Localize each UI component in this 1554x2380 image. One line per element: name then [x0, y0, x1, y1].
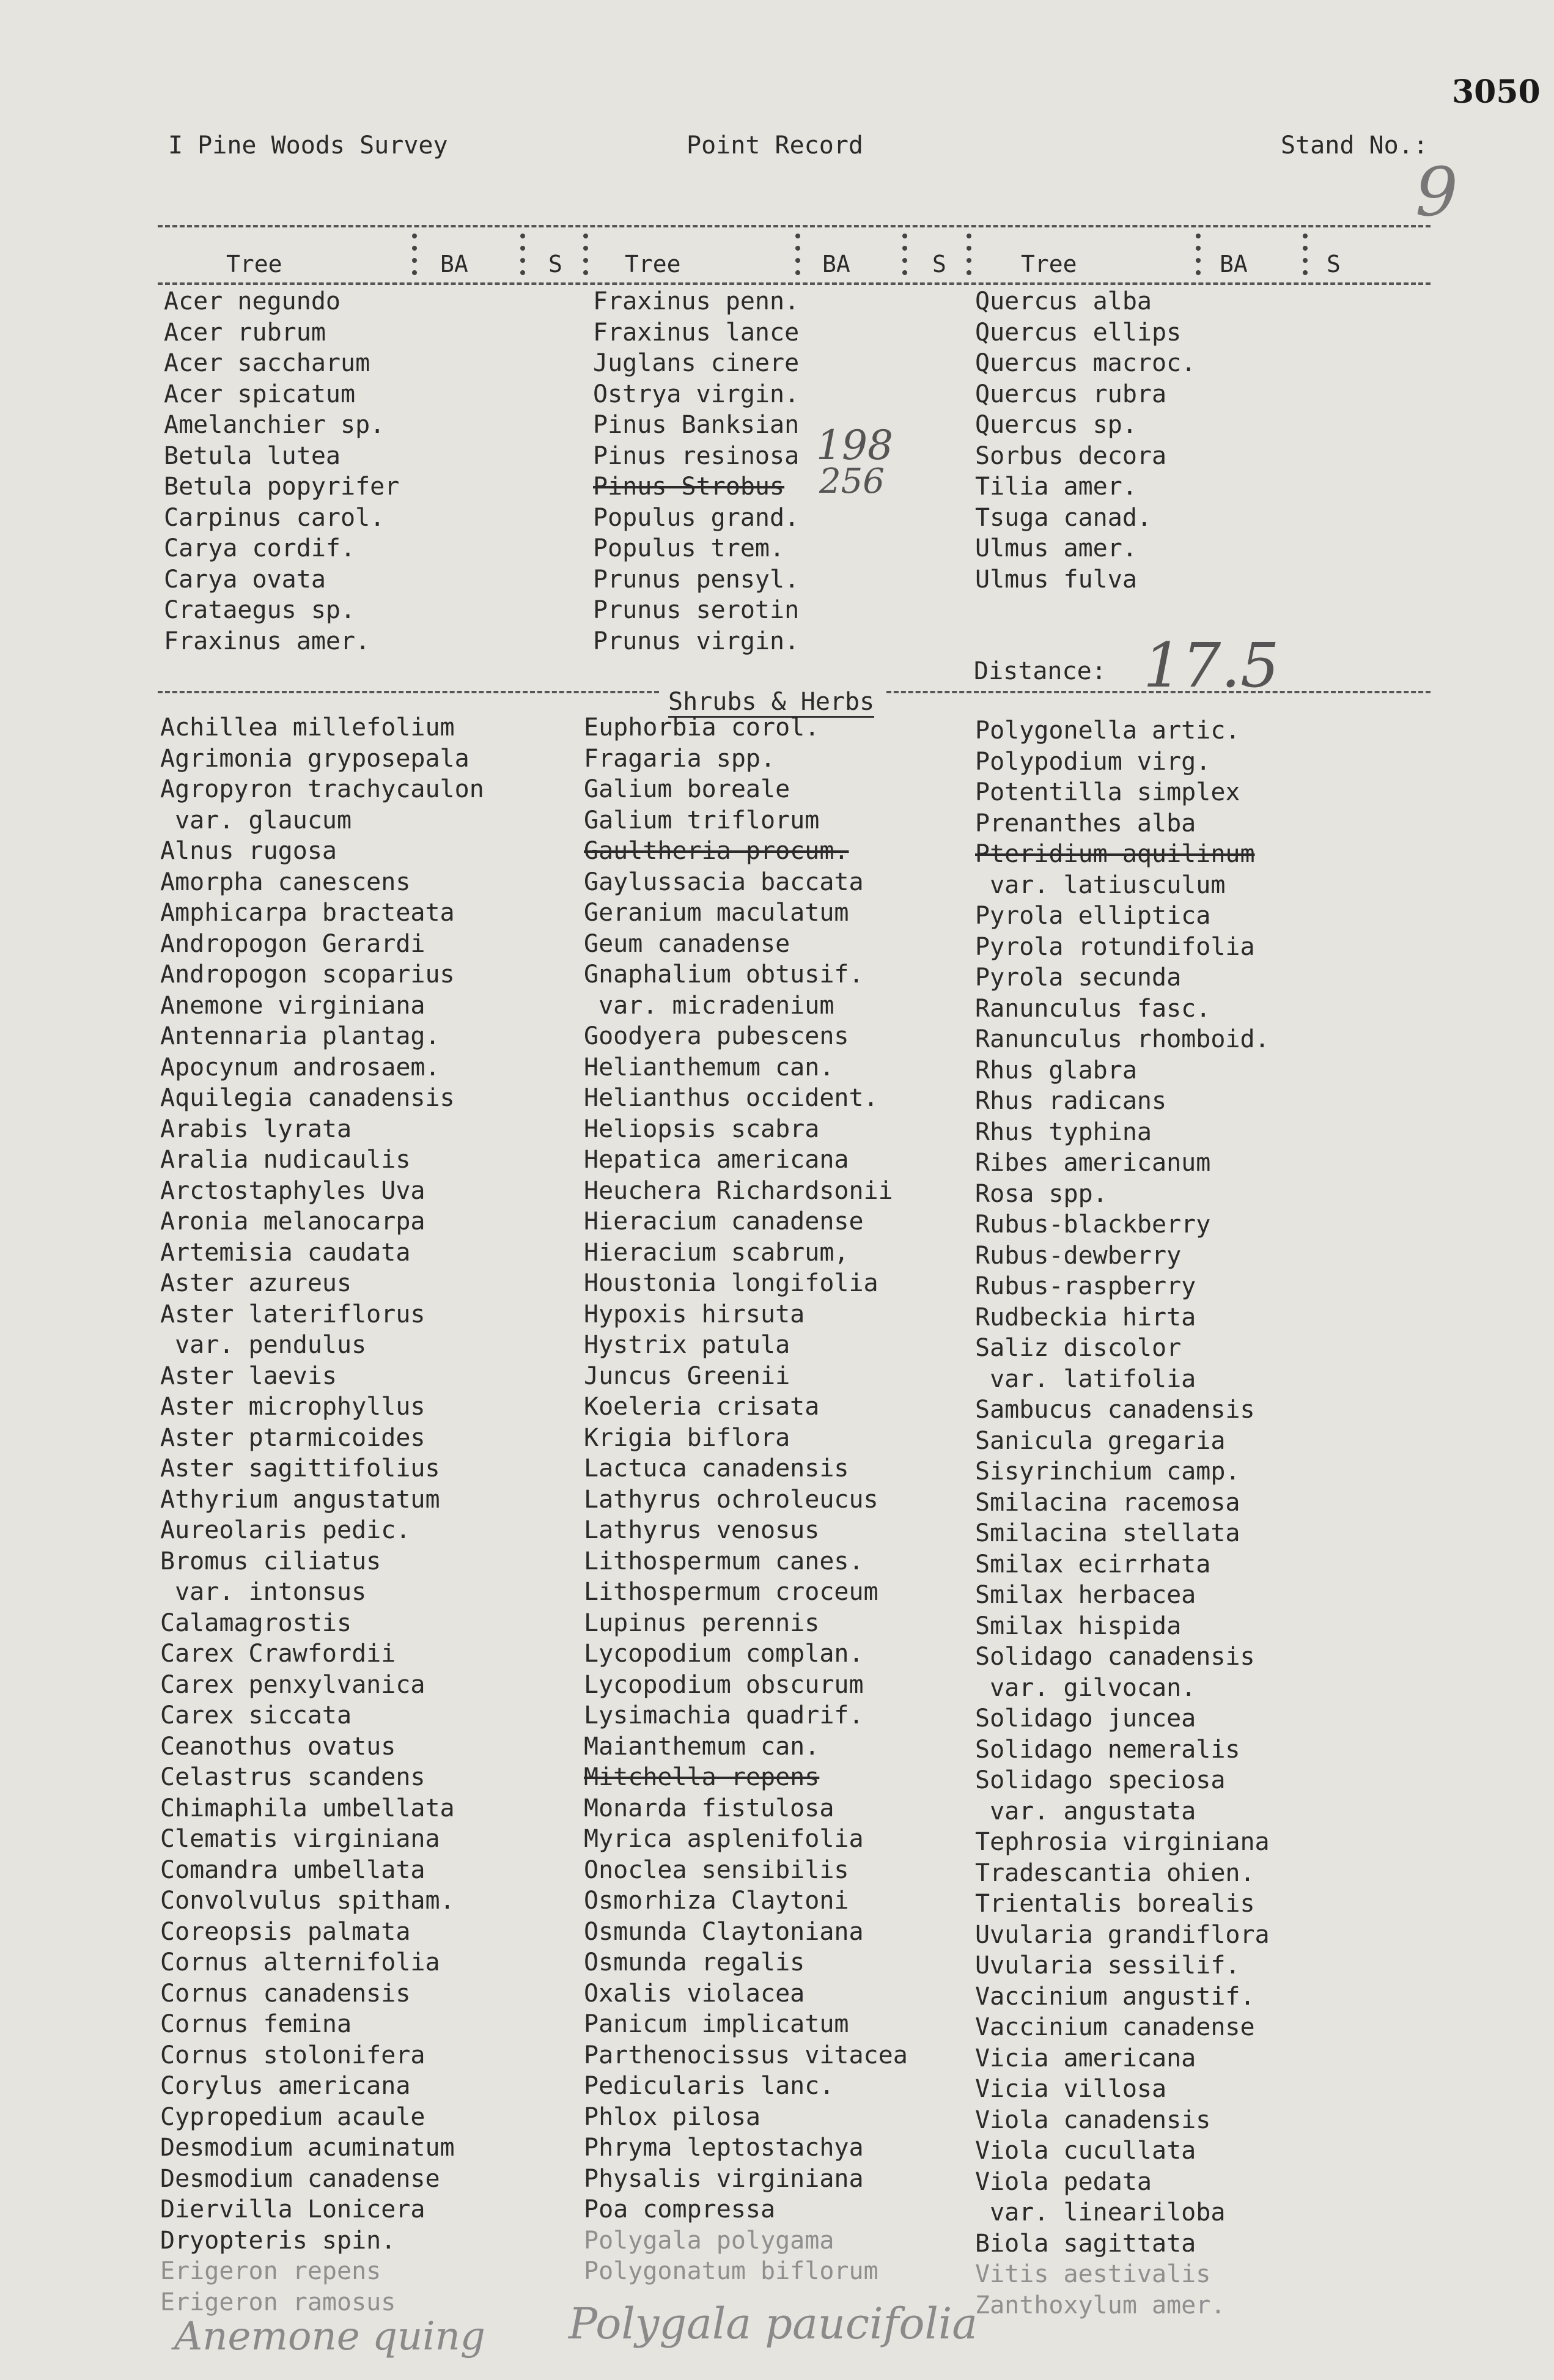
shrub-species: Carex penxylvanica [160, 1670, 425, 1699]
shrub-species: Monarda fistulosa [584, 1794, 834, 1822]
shrub-species: Saliz discolor [975, 1334, 1182, 1362]
column-separators [0, 226, 1554, 281]
shrub-species: Lysimachia quadrif. [584, 1701, 864, 1730]
tree-species: Populus grand. [593, 503, 800, 532]
section-divider-right [886, 691, 1431, 693]
shrub-species: Lathyrus venosus [584, 1516, 820, 1544]
shrub-species: Smilax herbacea [975, 1581, 1196, 1609]
tree-species: Pinus Banksian [593, 411, 800, 439]
shrub-species: Corylus americana [160, 2072, 411, 2100]
shrub-species: Phryma leptostachya [584, 2134, 864, 2162]
shrub-species: Rhus radicans [975, 1087, 1167, 1115]
shrub-species: Hypoxis hirsuta [584, 1300, 805, 1328]
handwritten-note-right: Polygala paucifolia [569, 2299, 978, 2349]
tree-species: Prunus serotin [593, 596, 800, 624]
tree-species: Fraxinus penn. [593, 287, 800, 315]
shrub-species: Aster ptarmicoides [160, 1423, 425, 1452]
shrub-species: Agrimonia gryposepala [160, 744, 470, 773]
shrub-species: Galium triflorum [584, 806, 820, 834]
shrub-species: var. latiusculum [975, 871, 1226, 899]
shrub-species: Cornus femina [160, 2010, 352, 2038]
tree-species: Quercus sp. [975, 411, 1137, 439]
shrub-species: Arabis lyrata [160, 1114, 352, 1143]
shrub-species: Krigia biflora [584, 1423, 790, 1452]
shrub-species: Galium boreale [584, 775, 790, 803]
tree-species: Carya ovata [164, 565, 326, 594]
shrub-species: Coreopsis palmata [160, 1917, 411, 1946]
shrub-species: Lithospermum canes. [584, 1547, 864, 1575]
shrub-species: Lupinus perennis [584, 1608, 820, 1637]
tree-species: Juglans cinere [593, 349, 800, 377]
shrub-species: Houstonia longifolia [584, 1269, 878, 1297]
tree-species: Quercus rubra [975, 380, 1167, 408]
header-underline [158, 282, 1431, 285]
tree-species: Pinus resinosa [593, 441, 800, 470]
shrub-species: Physalis virginiana [584, 2164, 864, 2193]
shrub-species: Diervilla Lonicera [160, 2195, 425, 2223]
tree-species: Tilia amer. [975, 473, 1137, 501]
tree-species: Carya cordif. [164, 534, 356, 562]
tree-species: Fraxinus amer. [164, 627, 370, 655]
shrub-species: Ranunculus fasc. [975, 994, 1211, 1023]
shrub-species: Uvularia sessilif. [975, 1951, 1240, 1980]
shrub-species: Prenanthes alba [975, 809, 1196, 838]
tree-species: Ulmus fulva [975, 565, 1137, 594]
tree-species: Fraxinus lance [593, 318, 800, 347]
shrub-species: Parthenocissus vitacea [584, 2041, 908, 2069]
shrub-species: Juncus Greenii [584, 1361, 790, 1390]
shrub-species: Pyrola secunda [975, 963, 1182, 992]
shrub-species: Pyrola elliptica [975, 902, 1211, 930]
shrub-species: Aster sagittifolius [160, 1454, 440, 1483]
shrub-species: Rhus typhina [975, 1118, 1152, 1146]
shrub-species: var. lineariloba [975, 2198, 1226, 2227]
tree-header-2: Tree [625, 251, 681, 278]
sheet-number: 3050 [1452, 73, 1541, 111]
shrub-species: Rudbeckia hirta [975, 1303, 1196, 1332]
shrubs-heading: Shrubs & Herbs [668, 688, 874, 718]
shrub-species: Solidago juncea [975, 1704, 1196, 1733]
shrub-species: Phlox pilosa [584, 2102, 760, 2131]
shrub-species: Aster laevis [160, 1361, 337, 1390]
shrub-column-2 [584, 712, 908, 2287]
shrub-species: Smilax hispida [975, 1612, 1182, 1640]
handwritten-note-left: Anemone quing [174, 2314, 485, 2359]
shrub-species: Gaylussacia baccata [584, 868, 864, 896]
shrub-species: Panicum implicatum [584, 2010, 849, 2038]
shrub-species: Heuchera Richardsonii [584, 1176, 893, 1205]
ba-header-2: BA [822, 251, 850, 278]
shrub-species: Maianthemum can. [584, 1732, 820, 1761]
distance-label: Distance: [974, 657, 1107, 685]
shrub-species: Koeleria crisata [584, 1393, 820, 1421]
tree-species: Quercus macroc. [975, 349, 1196, 377]
shrub-column-3 [975, 715, 1270, 2321]
shrub-species: Heliopsis scabra [584, 1114, 820, 1143]
shrub-species: Smilacina stellata [975, 1519, 1240, 1547]
tree-species: Prunus pensyl. [593, 565, 800, 594]
ba-strobus-handwritten: 256 [819, 462, 885, 501]
shrub-species: Mitchella repens [584, 1763, 820, 1791]
tree-column-1 [164, 286, 399, 657]
stand-label: Stand No.: [1281, 131, 1428, 160]
tree-species: Ulmus amer. [975, 534, 1137, 562]
stand-number: 9 [1415, 153, 1458, 231]
shrub-species: Biola sagittata [975, 2229, 1196, 2258]
shrub-species: Anemone virginiana [160, 991, 425, 1020]
shrub-species: Hystrix patula [584, 1331, 790, 1359]
tree-species: Prunus virgin. [593, 627, 800, 655]
ba-header-1: BA [440, 251, 468, 278]
shrub-species: Erigeron ramosus [160, 2288, 396, 2316]
shrub-species: Hieracium scabrum, [584, 1238, 849, 1267]
shrub-species: Calamagrostis [160, 1608, 352, 1637]
shrub-species: Osmunda regalis [584, 1948, 805, 1977]
shrub-species: Ranunculus rhomboid. [975, 1025, 1270, 1053]
shrub-species: Tradescantia ohien. [975, 1859, 1255, 1887]
shrub-species: Aureolaris pedic. [160, 1516, 411, 1544]
shrub-species: Viola canadensis [975, 2106, 1211, 2134]
shrub-species: Rosa spp. [975, 1179, 1108, 1208]
tree-species: Betula popyrifer [164, 473, 400, 501]
shrub-species: Alnus rugosa [160, 837, 337, 865]
shrub-species: Cypropedium acaule [160, 2102, 425, 2131]
shrub-species: var. gilvocan. [975, 1673, 1196, 1702]
shrub-species: Ceanothus ovatus [160, 1732, 396, 1761]
shrub-species: Cornus stolonifera [160, 2041, 425, 2069]
tree-species: Acer saccharum [164, 349, 370, 377]
tree-species: Tsuga canad. [975, 503, 1152, 532]
shrub-species: Pedicularis lanc. [584, 2072, 834, 2100]
shrub-species: Rhus glabra [975, 1056, 1137, 1085]
shrub-species: Hepatica americana [584, 1146, 849, 1174]
shrub-species: Celastrus scandens [160, 1763, 425, 1791]
shrub-species: Rubus-blackberry [975, 1210, 1211, 1239]
shrub-species: Potentilla simplex [975, 778, 1240, 806]
shrub-species: Lycopodium obscurum [584, 1670, 864, 1699]
shrub-species: Solidago nemeralis [975, 1735, 1240, 1764]
shrub-species: Gnaphalium obtusif. [584, 960, 864, 989]
shrub-species: Helianthemum can. [584, 1053, 834, 1081]
shrub-species: Lathyrus ochroleucus [584, 1485, 878, 1514]
shrub-species: Pyrola rotundifolia [975, 932, 1255, 961]
survey-title: I Pine Woods Survey [168, 131, 448, 160]
tree-species: Quercus alba [975, 287, 1152, 315]
s-header-1: S [548, 251, 562, 278]
shrub-species: Erigeron repens [160, 2257, 381, 2285]
shrub-species: Viola pedata [975, 2167, 1152, 2196]
shrub-species: Vicia villosa [975, 2075, 1167, 2103]
tree-species: Sorbus decora [975, 441, 1167, 470]
shrub-species: Antennaria plantag. [160, 1022, 440, 1050]
s-header-3: S [1327, 251, 1341, 278]
ba-header-3: BA [1220, 251, 1248, 278]
shrub-species: Dryopteris spin. [160, 2226, 396, 2255]
shrub-species: Onoclea sensibilis [584, 1855, 849, 1884]
shrub-species: Lithospermum croceum [584, 1578, 878, 1606]
shrub-species: Geranium maculatum [584, 899, 849, 927]
shrub-species: Polygala polygama [584, 2226, 834, 2255]
shrub-species: Arctostaphyles Uva [160, 1176, 425, 1205]
shrub-species: Aralia nudicaulis [160, 1146, 411, 1174]
shrub-species: Carex Crawfordii [160, 1640, 396, 1668]
shrub-species: Amorpha canescens [160, 868, 411, 896]
tree-header-1: Tree [226, 251, 282, 278]
shrub-species: Polygonatum biflorum [584, 2257, 878, 2285]
shrub-species: Geum canadense [584, 929, 790, 958]
section-divider-left [158, 691, 659, 693]
shrub-species: Viola cucullata [975, 2137, 1196, 2165]
shrub-species: Aronia melanocarpa [160, 1207, 425, 1236]
shrub-species: Aquilegia canadensis [160, 1084, 455, 1112]
shrub-species: Cornus alternifolia [160, 1948, 440, 1977]
shrub-species: Poa compressa [584, 2195, 776, 2223]
shrub-species: var. glaucum [160, 806, 352, 834]
shrub-species: Vaccinium angustif. [975, 1982, 1255, 2011]
tree-species: Quercus ellips [975, 318, 1182, 347]
tree-species: Ostrya virgin. [593, 380, 800, 408]
shrub-species: Vicia americana [975, 2044, 1196, 2072]
shrub-species: Aster lateriflorus [160, 1300, 425, 1328]
shrub-species: Goodyera pubescens [584, 1022, 849, 1050]
tree-species: Acer spicatum [164, 380, 356, 408]
shrub-species: Amphicarpa bracteata [160, 899, 455, 927]
shrub-species: Solidago speciosa [975, 1766, 1226, 1794]
shrub-species: Sisyrinchium camp. [975, 1457, 1240, 1486]
tree-column-3 [975, 286, 1196, 595]
shrub-species: Vitis aestivalis [975, 2260, 1211, 2288]
ba-resinosa-handwritten: 198 [816, 422, 893, 469]
shrub-species: Sambucus canadensis [975, 1396, 1255, 1424]
shrub-species: Achillea millefolium [160, 713, 455, 742]
tree-species: Amelanchier sp. [164, 411, 385, 439]
shrub-species: Aster azureus [160, 1269, 352, 1297]
shrub-species: Rubus-raspberry [975, 1272, 1196, 1300]
shrub-species: Solidago canadensis [975, 1643, 1255, 1671]
shrub-species: var. angustata [975, 1797, 1196, 1826]
shrub-species: Desmodium acuminatum [160, 2134, 455, 2162]
shrub-species: Apocynum androsaem. [160, 1053, 440, 1081]
shrub-species: Comandra umbellata [160, 1855, 425, 1884]
s-header-2: S [932, 251, 946, 278]
shrub-species: Uvularia grandiflora [975, 1920, 1270, 1949]
shrub-species: Polygonella artic. [975, 717, 1240, 745]
shrub-species: Zanthoxylum amer. [975, 2291, 1226, 2319]
shrub-species: Smilax ecirrhata [975, 1550, 1211, 1579]
shrub-species: Oxalis violacea [584, 1979, 805, 2008]
shrub-species: Smilacina racemosa [975, 1488, 1240, 1517]
shrub-species: Convolvulus spitham. [160, 1887, 455, 1915]
shrub-species: Artemisia caudata [160, 1238, 411, 1267]
shrub-species: Clematis virginiana [160, 1825, 440, 1853]
tree-header-3: Tree [1021, 251, 1077, 278]
shrub-species: Euphorbia corol. [584, 713, 820, 742]
shrub-species: Rubus-dewberry [975, 1241, 1182, 1270]
shrub-species: Helianthus occident. [584, 1084, 878, 1112]
tree-species: Acer rubrum [164, 318, 326, 347]
tree-species: Acer negundo [164, 287, 341, 315]
record-title: Point Record [687, 131, 863, 160]
shrub-species: Cornus canadensis [160, 1979, 411, 2008]
shrub-species: var. intonsus [160, 1578, 367, 1606]
shrub-species: Carex siccata [160, 1701, 352, 1730]
tree-column-2 [593, 286, 799, 657]
shrub-species: Osmorhiza Claytoni [584, 1887, 849, 1915]
shrub-species: Lycopodium complan. [584, 1640, 864, 1668]
shrub-species: Ribes americanum [975, 1149, 1211, 1177]
shrub-species: Sanicula gregaria [975, 1426, 1226, 1455]
shrub-species: Trientalis borealis [975, 1890, 1255, 1918]
shrub-species: Fragaria spp. [584, 744, 776, 773]
shrub-species: Hieracium canadense [584, 1207, 864, 1236]
shrub-species: var. latifolia [975, 1365, 1196, 1393]
shrub-species: Chimaphila umbellata [160, 1794, 455, 1822]
shrub-species: var. pendulus [160, 1331, 367, 1359]
shrub-species: Agropyron trachycaulon [160, 775, 484, 803]
tree-species: Crataegus sp. [164, 596, 356, 624]
shrub-species: Pteridium aquilinum [975, 840, 1255, 868]
tree-species: Populus trem. [593, 534, 785, 562]
tree-species: Pinus Strobus [593, 473, 785, 501]
shrub-species: Athyrium angustatum [160, 1485, 440, 1514]
shrub-species: Osmunda Claytoniana [584, 1917, 864, 1946]
shrub-species: Vaccinium canadense [975, 2013, 1255, 2041]
shrub-species: Myrica asplenifolia [584, 1825, 864, 1853]
shrub-species: Andropogon scoparius [160, 960, 455, 989]
shrub-species: Aster microphyllus [160, 1393, 425, 1421]
tree-species: Betula lutea [164, 441, 341, 470]
shrub-species: Andropogon Gerardi [160, 929, 425, 958]
shrub-species: Lactuca canadensis [584, 1454, 849, 1483]
shrub-species: Tephrosia virginiana [975, 1828, 1270, 1856]
shrub-species: Bromus ciliatus [160, 1547, 381, 1575]
tree-species: Carpinus carol. [164, 503, 385, 532]
shrub-column-1 [160, 712, 484, 2318]
shrub-species: var. micradenium [584, 991, 834, 1020]
shrub-species: Desmodium canadense [160, 2164, 440, 2193]
shrub-species: Polypodium virg. [975, 747, 1211, 776]
shrub-species: Gaultheria procum. [584, 837, 849, 865]
distance-value: 17.5 [1143, 630, 1280, 701]
